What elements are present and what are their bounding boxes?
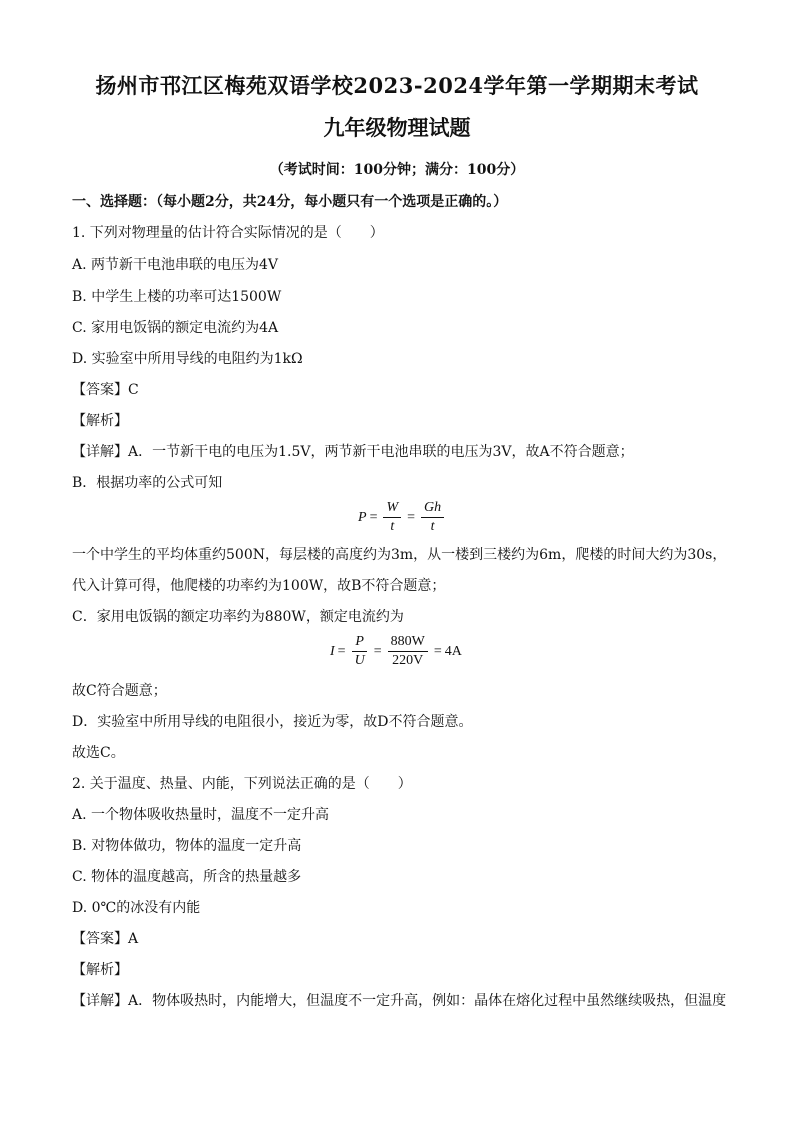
exam-title: 扬州市邗江区梅苑双语学校2023-2024学年第一学期期末考试 — [95, 73, 699, 98]
question-2-option-d: D. 0℃的冰没有内能 — [72, 900, 201, 916]
question-1-option-c: C. 家用电饭锅的额定电流约为4A — [72, 320, 279, 336]
question-1-option-a: A. 两节新干电池串联的电压为4V — [72, 257, 279, 273]
question-1-detail-c-intro: C．家用电饭锅的额定功率约为880W，额定电流约为 — [72, 609, 404, 625]
question-1-detail-b-line2: 代入计算可得，他爬楼的功率约为100W，故B不符合题意； — [72, 578, 446, 594]
question-1-detail-a: 【详解】A．一节新干电的电压为1.5V，两节新干电池串联的电压为3V，故A不符合题意； — [72, 444, 634, 460]
fraction-denominator: t — [390, 519, 395, 534]
fraction-denominator: t — [430, 519, 435, 534]
formula-equals: = — [407, 509, 416, 525]
fraction-denominator: 220V — [392, 653, 424, 668]
question-2-option-a: A. 一个物体吸收热量时，温度不一定升高 — [72, 807, 330, 823]
question-1-option-d: D. 实验室中所用导线的电阻约为1kΩ — [72, 351, 303, 367]
formula-fraction — [352, 634, 368, 669]
formula-fraction — [421, 500, 444, 535]
fraction-numerator: 880W — [388, 634, 428, 652]
fraction-numerator: P — [352, 634, 367, 652]
fraction-numerator: Gh — [421, 500, 444, 518]
formula-fraction — [383, 500, 401, 535]
question-2-option-b: B. 对物体做功，物体的温度一定升高 — [72, 838, 302, 854]
question-1-detail-b-intro: B．根据功率的公式可知 — [72, 475, 223, 491]
exam-info: （考试时间：100分钟；满分：100分） — [269, 162, 525, 178]
current-formula — [330, 634, 462, 669]
question-2-answer: 【答案】A — [72, 931, 139, 947]
section-heading: 一、选择题：（每小题2分，共24分，每小题只有一个选项是正确的。） — [72, 194, 508, 210]
formula-equals: = — [373, 643, 382, 659]
question-2-option-c: C. 物体的温度越高，所含的热量越多 — [72, 869, 302, 885]
question-1-answer: 【答案】C — [72, 382, 139, 398]
formula-equals: = — [433, 643, 442, 659]
question-2-stem: 2. 关于温度、热量、内能，下列说法正确的是（ ） — [72, 776, 412, 792]
question-1-detail-c-end: 故C符合题意； — [72, 683, 167, 699]
question-2-analysis-label: 【解析】 — [72, 962, 128, 978]
fraction-numerator: W — [383, 500, 401, 518]
question-2-detail-a: 【详解】A．物体吸热时，内能增大，但温度不一定升高，例如：晶体在熔化过程中虽然继续吸热，但温度 — [72, 993, 727, 1009]
question-1-detail-d: D．实验室中所用导线的电阻很小，接近为零，故D不符合题意。 — [72, 714, 473, 730]
power-formula — [358, 500, 447, 535]
formula-symbol: I — [330, 643, 335, 659]
question-1-stem: 1. 下列对物理量的估计符合实际情况的是（ ） — [72, 225, 384, 241]
question-1-detail-b-line1: 一个中学生的平均体重约500N，每层楼的高度约为3m，从一楼到三楼约为6m，爬楼的时间大约为30s， — [72, 547, 727, 563]
question-1-conclusion: 故选C。 — [72, 745, 125, 761]
formula-symbol: P — [358, 509, 367, 525]
question-1-analysis-label: 【解析】 — [72, 413, 128, 429]
question-1-option-b: B. 中学生上楼的功率可达1500W — [72, 289, 282, 305]
exam-subtitle: 九年级物理试题 — [323, 115, 471, 140]
formula-equals: = — [369, 509, 378, 525]
fraction-denominator: U — [354, 653, 365, 668]
formula-result: 4A — [444, 643, 462, 659]
formula-fraction — [388, 634, 428, 669]
formula-equals: = — [337, 643, 346, 659]
